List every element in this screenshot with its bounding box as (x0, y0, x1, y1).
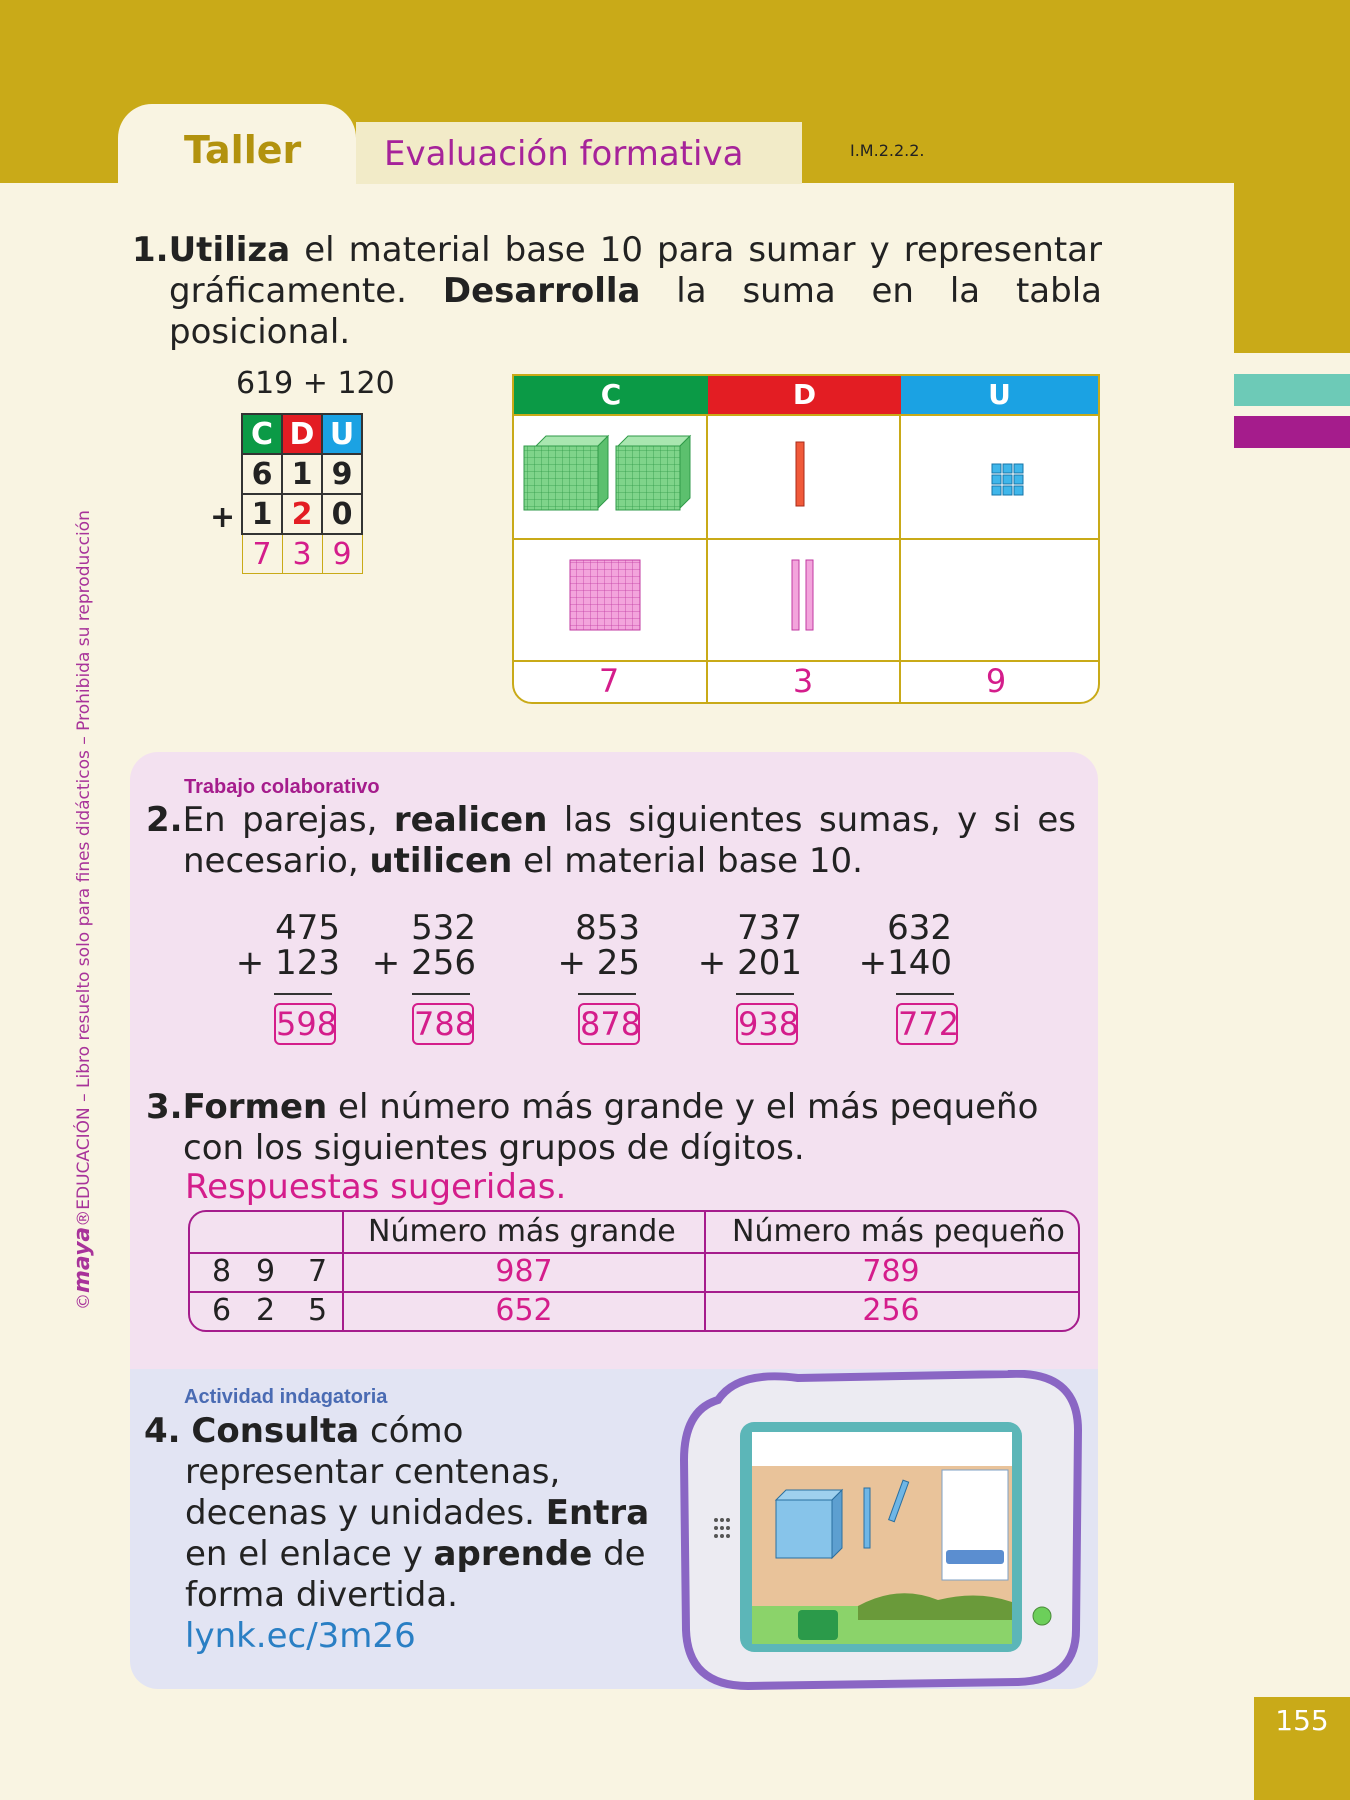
hundreds-cube-icon (616, 436, 690, 510)
ten-rod-icon (792, 560, 799, 630)
cdu-cell: 0 (322, 494, 362, 534)
suggested-answers: Respuestas sugeridas. (185, 1167, 567, 1207)
digit: 6 (212, 1293, 232, 1328)
cdu-result: 9 (322, 534, 362, 574)
cdu-header-u: U (322, 414, 362, 454)
base10-header-c: C (514, 376, 708, 414)
digit: 2 (256, 1293, 276, 1328)
answer-box: 938 (738, 1005, 800, 1043)
tab-taller (118, 104, 356, 184)
tab-evaluacion-label: Evaluación formativa (384, 134, 744, 174)
right-band (1234, 183, 1350, 353)
sum-5: 632 +140 (858, 908, 952, 983)
base10-blocks-illustration (514, 416, 1098, 660)
teal-stripe (1234, 374, 1350, 406)
base10-header-d: D (708, 376, 901, 414)
cdu-cell: 1 (242, 494, 282, 534)
exercise-2-instruction: 2.En parejas, realicen las siguientes sumas, y si es necesario, utilicen el material base 10. (146, 800, 1076, 881)
digit: 5 (308, 1293, 328, 1328)
big-number: 652 (495, 1293, 553, 1328)
digit: 9 (256, 1254, 276, 1289)
exercise-1-instruction: 1.Utiliza el material base 10 para sumar y representar gráficamente. Desarrolla la suma en la tabla posicional. (132, 230, 1102, 352)
answer-box: 598 (276, 1005, 338, 1043)
base10-result-u: 9 (985, 662, 1007, 700)
sum-4: 737 + 201 (697, 908, 802, 983)
exercise-3-instruction: 3.Formen el número más grande y el más pequeño con los siguientes grupos de dígitos. Respuestas sugeridas. (146, 1087, 1076, 1205)
ten-rod-icon (796, 442, 804, 506)
cdu-cell: 6 (242, 454, 282, 494)
cdu-cell: 1 (282, 454, 322, 494)
big-number: 987 (495, 1254, 553, 1289)
base10-table (512, 374, 1100, 704)
plus-sign: + (210, 500, 236, 535)
sum-2: 532 + 256 (371, 908, 476, 983)
cdu-result: 3 (282, 534, 322, 574)
base10-result-d: 3 (792, 662, 814, 700)
cdu-header-d: D (282, 414, 322, 454)
base10-header-u: U (901, 376, 1098, 414)
answer-box: 878 (580, 1005, 642, 1043)
copyright-side-text: ©maya®EDUCACIÓN – Libro resuelto solo para fines didácticos – Prohibida su reproducción (70, 510, 95, 1310)
ten-rod-icon (806, 560, 813, 630)
cdu-header-c: C (242, 414, 282, 454)
sum-3: 853 + 25 (557, 908, 640, 983)
inquiry-label: Actividad indagatoria (184, 1386, 388, 1408)
page-number: 155 (1275, 1704, 1329, 1737)
collaborative-label: Trabajo colaborativo (184, 776, 380, 798)
cdu-cell: 2 (282, 494, 322, 534)
small-number: 789 (862, 1254, 920, 1289)
base10-result-c: 7 (598, 662, 620, 700)
speaker-icon (714, 1518, 730, 1538)
cdu-small-table (241, 413, 363, 574)
col-header-small: Número más pequeño (732, 1214, 1065, 1249)
digit: 8 (212, 1254, 232, 1289)
exercise-1-expression: 619 + 120 (236, 366, 395, 401)
tab-taller-label: Taller (184, 128, 302, 172)
cdu-cell: 9 (322, 454, 362, 494)
small-number: 256 (862, 1293, 920, 1328)
cdu-result: 7 (242, 534, 282, 574)
digits-table (188, 1210, 1080, 1332)
tab-evaluacion (356, 122, 802, 184)
curriculum-code: I.M.2.2.2. (850, 141, 925, 160)
magenta-stripe (1234, 416, 1350, 448)
answer-box: 772 (898, 1005, 960, 1043)
units-cubes-icon (992, 464, 1023, 495)
sum-1: 475 + 123 (235, 908, 340, 983)
hundred-flat-icon (570, 560, 640, 630)
thousand-cube-icon (776, 1490, 842, 1558)
resource-link[interactable]: lynk.ec/3m26 (185, 1616, 416, 1656)
col-header-big: Número más grande (368, 1214, 676, 1249)
exercise-4-instruction: 4. Consulta cómo representar centenas, decenas y unidades. Entra en el enlace y aprende de forma divertida. lynk.ec/3m26 (144, 1411, 684, 1657)
hundreds-cube-icon (524, 436, 608, 510)
digit: 7 (308, 1254, 328, 1289)
tablet-illustration (678, 1370, 1088, 1690)
answer-box: 788 (414, 1005, 476, 1043)
